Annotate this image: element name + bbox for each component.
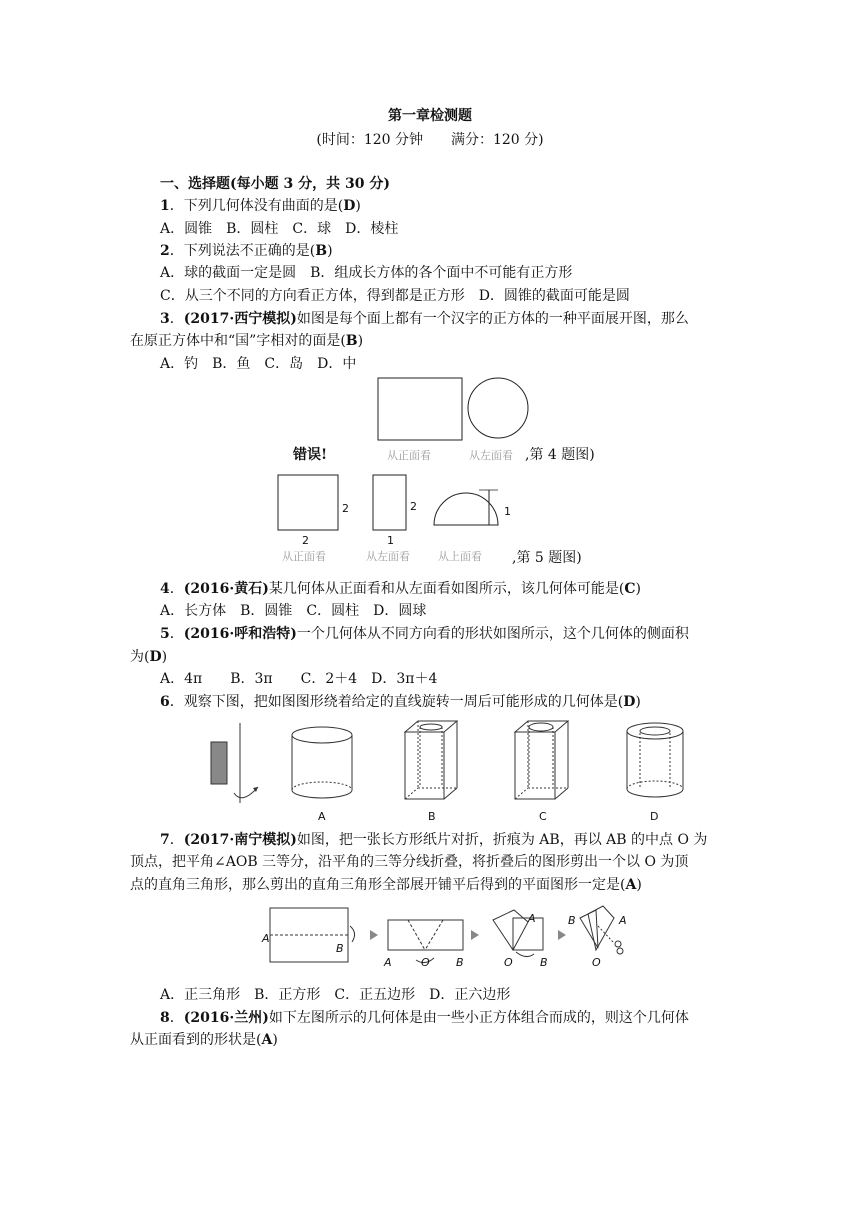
question-4-options: A．长方体 B．圆锥 C．圆柱 D．圆球	[160, 603, 427, 619]
answer-7: A	[625, 877, 637, 893]
fig7-label-b3: B	[540, 956, 548, 969]
fig6-label-b: B	[428, 810, 436, 823]
question-3: 3．(2017·西宁模拟)如图是每个面上都有一个汉字的正方体的一种平面展开图，那么	[160, 311, 689, 327]
fig6-solids	[200, 715, 700, 810]
fig5-caption-left: 从左面看	[366, 550, 410, 563]
fig6-label-d: D	[650, 810, 659, 823]
question-5-line2: 为(D)	[130, 649, 168, 665]
fig7-label-o2: O	[421, 956, 430, 969]
question-4: 4．(2016·黄石)某几何体从正面看和从左面看如图所示，该几何体可能是(C)	[160, 581, 641, 597]
answer-2: B	[315, 243, 328, 259]
question-7-options: A．正三角形 B．正方形 C．正五边形 D．正六边形	[160, 987, 511, 1003]
fig7-label-a2: A	[384, 956, 392, 969]
question-5-options: A．4π B．3π C．2＋4 D．3π＋4	[160, 671, 438, 687]
fig5-views	[274, 470, 514, 550]
answer-5: D	[149, 649, 162, 665]
question-8: 8．(2016·兰州)如下左图所示的几何体是由一些小正方体组合而成的，则这个几何体	[160, 1010, 689, 1026]
question-5: 5．(2016·呼和浩特)一个几何体从不同方向看的形状如图所示，这个几何体的侧面积	[160, 626, 689, 642]
answer-8: A	[261, 1032, 273, 1048]
question-8-line2: 从正面看到的形状是(A)	[130, 1032, 278, 1048]
fig4-left-circle	[462, 372, 542, 444]
fig7-label-a4: A	[619, 914, 627, 927]
question-2-options-1: A．球的截面一定是圆 B．组成长方体的各个面中不可能有正方形	[160, 265, 573, 281]
question-2-options-2: C．从三个不同的方向看正方体，得到都是正方形 D．圆锥的截面可能是圆	[160, 288, 630, 304]
fig6-label-c: C	[539, 810, 547, 823]
question-6: 6．观察下图，把如图图形绕着给定的直线旋转一周后可能形成的几何体是(D)	[160, 694, 641, 710]
fig7-folding	[258, 900, 638, 975]
fig7-label-b1: B	[336, 942, 344, 955]
page-title: 第一章检测题	[388, 108, 472, 124]
answer-4: C	[624, 581, 636, 597]
error-text: 错误!	[293, 447, 328, 463]
fig5-caption-top: 从上面看	[438, 550, 482, 563]
fig7-label-a3: A	[528, 912, 536, 925]
question-3-line2: 在原正方体中和“国”字相对的面是(B)	[130, 333, 364, 349]
question-1: 1．下列几何体没有曲面的是(D)	[160, 198, 361, 214]
answer-6: D	[623, 694, 636, 710]
fig6-label-a: A	[318, 810, 326, 823]
question-7-line3: 点的直角三角形，那么剪出的直角三角形全部展开铺平后得到的平面图形一定是(A)	[130, 877, 642, 893]
question-3-options: A．钓 B．鱼 C．岛 D．中	[160, 356, 357, 372]
fig7-label-o4: O	[592, 956, 601, 969]
fig5-dim-top-h: 1	[504, 505, 511, 518]
fig7-label-b4: B	[568, 914, 576, 927]
fig5-label: ,第 5 题图)	[512, 550, 582, 566]
fig5-dim-front-h: 2	[342, 502, 349, 515]
fig4-caption-left: 从左面看	[469, 449, 513, 462]
answer-3: B	[345, 333, 358, 349]
section-heading: 一、选择题(每小题 3 分，共 30 分)	[160, 176, 390, 192]
fig7-label-o3: O	[504, 956, 513, 969]
fig5-dim-front-w: 2	[302, 534, 309, 547]
fig7-label-a1: A	[262, 932, 270, 945]
fig5-dim-left-h: 2	[410, 500, 417, 513]
answer-1: D	[343, 198, 356, 214]
question-7-line2: 顶点，把平角∠AOB 三等分，沿平角的三等分线折叠，将折叠后的图形剪出一个以 O 为顶	[130, 854, 689, 870]
question-1-options: A．圆锥 B．圆柱 C．球 D．棱柱	[160, 221, 399, 237]
fig4-caption-front: 从正面看	[387, 449, 431, 462]
question-2: 2．下列说法不正确的是(B)	[160, 243, 333, 259]
fig5-caption-front: 从正面看	[282, 550, 326, 563]
question-7: 7．(2017·南宁模拟)如图，把一张长方形纸片对折，折痕为 AB，再以 AB 的中点 O 为	[160, 832, 708, 848]
fig4-label: ,第 4 题图)	[525, 447, 595, 463]
page-subtitle: (时间：120 分钟 满分：120 分)	[316, 132, 544, 148]
fig7-label-b2: B	[456, 956, 464, 969]
fig5-dim-left-w: 1	[387, 534, 394, 547]
